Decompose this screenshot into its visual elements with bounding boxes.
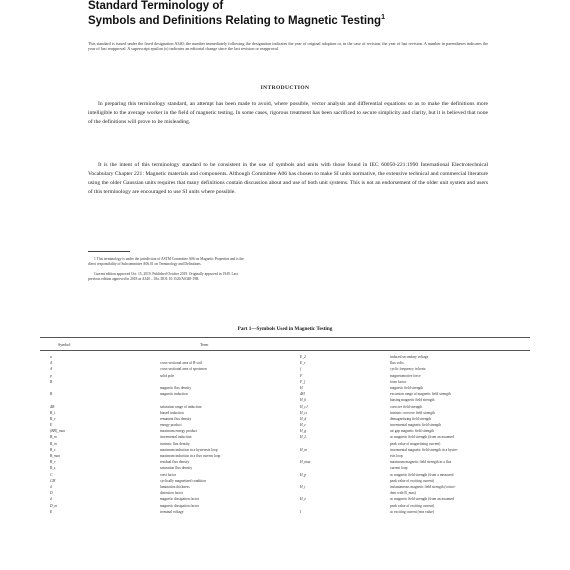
right-sym-row: H_d bbox=[300, 416, 307, 421]
left-term-row: magnetic induction bbox=[160, 392, 188, 397]
left-sym-row: A bbox=[50, 367, 53, 372]
right-sym-row: H_p bbox=[300, 472, 307, 477]
left-sym-row: B_in bbox=[50, 441, 57, 446]
footnote-edition: Current edition approved Oct. 15, 2019. Published October 2019. Originally approved in 1949. Last previous edition approved in 2018 as A340 – 18a. DOI: 10.1520/A0340-19B. bbox=[88, 272, 238, 281]
right-term-row: dent with B_max) bbox=[390, 491, 416, 496]
left-term-row: cross-sectional area of B-coil bbox=[160, 361, 203, 366]
left-term-row: residual flux density bbox=[160, 460, 190, 465]
left-sym-row: B_r bbox=[50, 416, 56, 421]
right-term-column bbox=[390, 354, 530, 515]
right-term-row: magnetic field strength bbox=[390, 385, 424, 390]
left-sym-row: E bbox=[50, 423, 53, 428]
left-sym-row: d bbox=[50, 484, 52, 489]
left-term-row: cross-sectional area of specimen bbox=[160, 367, 207, 372]
left-sym-row: C bbox=[50, 472, 53, 477]
left-sym-row: B_s bbox=[50, 466, 56, 471]
right-sym-row: H_max bbox=[300, 460, 311, 465]
designation-note: This standard is issued under the fixed designation A340; the number immediately following the designation indicates the year of original adoption or, in the case of revision, the year of last revision. A number in parentheses indicates the year of last reapproval. A superscript epsilon (ε) indicates an editorial change since the last revision or reapproval. bbox=[88, 41, 488, 52]
left-term-row: maximum induction in a hysteresis loop bbox=[160, 447, 218, 452]
table-header-rule bbox=[40, 350, 530, 351]
left-sym-row: D_m bbox=[50, 503, 57, 508]
symbol-column-header: Symbol bbox=[58, 342, 71, 347]
right-term-row: peak value of exciting current) bbox=[390, 503, 435, 508]
right-sym-row: H_e bbox=[300, 423, 306, 428]
right-term-row: excursion range of magnetic field strength bbox=[390, 392, 451, 397]
right-sym-row: H bbox=[300, 385, 303, 390]
left-term-row: maximum energy product bbox=[160, 429, 198, 434]
right-sym-row: f bbox=[300, 367, 301, 372]
left-term-row: distortion factor bbox=[160, 491, 184, 496]
right-sym-row: H_m bbox=[300, 447, 307, 452]
right-term-row: instantaneous magnetic field strength (coinci- bbox=[390, 484, 456, 489]
term-column-header: Term bbox=[200, 342, 209, 347]
right-sym-row: H_z bbox=[300, 497, 306, 502]
footnote-divider bbox=[88, 251, 130, 252]
right-term-row: ac exciting current (rms value) bbox=[390, 509, 435, 514]
introduction-heading: INTRODUCTION bbox=[260, 85, 310, 91]
right-sym-row: ΔH bbox=[300, 392, 305, 397]
left-sym-row: a bbox=[50, 355, 52, 359]
left-term-row: magnetic dissipation factor bbox=[160, 503, 199, 508]
left-term-row: biased induction bbox=[160, 410, 184, 415]
left-term-row: saturation flux density bbox=[160, 466, 193, 471]
left-term-row: lamination thickness bbox=[160, 484, 190, 489]
left-sym-row: B_r bbox=[50, 460, 56, 465]
right-sym-row: F_f bbox=[300, 379, 305, 384]
right-sym-row: H_g bbox=[300, 429, 307, 434]
right-sym-row: H_b bbox=[300, 398, 307, 403]
left-sym-row: ΔB bbox=[50, 404, 55, 409]
left-sym-row: B bbox=[50, 392, 53, 397]
right-term-row: esis loop bbox=[390, 454, 403, 458]
right-term-row: air gap magnetic field strength bbox=[390, 429, 434, 434]
title-line-2-text: Symbols and Definitions Relating to Magnetic Testing bbox=[88, 14, 382, 27]
left-sym-row: p bbox=[50, 373, 52, 378]
right-sym-row: H_ci bbox=[300, 410, 307, 415]
left-term-row: incremental induction bbox=[160, 435, 192, 440]
right-term-row: cyclic frequency in hertz bbox=[390, 367, 426, 372]
right-term-row: maximum magnetic field strength in a flux bbox=[390, 460, 452, 465]
left-term-row: magnetic dissipation factor bbox=[160, 497, 199, 502]
title-line-1: Standard Terminology of bbox=[88, 0, 224, 12]
right-term-row: intrinsic coercive field strength bbox=[390, 410, 435, 415]
right-symbol-column bbox=[300, 354, 360, 515]
right-term-row: coercive field strength bbox=[390, 404, 423, 409]
left-term-row: intrinsic flux density bbox=[160, 441, 190, 446]
title-line-2 bbox=[88, 12, 385, 27]
right-term-row: incremental magnetic field strength in a hyster- bbox=[390, 447, 458, 452]
right-sym-row: H_t bbox=[300, 484, 306, 489]
left-sym-row: (BH)_max bbox=[50, 429, 65, 434]
right-term-row: peak value of exciting current) bbox=[390, 478, 435, 483]
right-term-row: ac magnetic field strength (from a measured bbox=[390, 472, 454, 477]
right-sym-row: I bbox=[300, 509, 302, 514]
left-sym-row: CM bbox=[50, 478, 56, 483]
introduction-paragraph-1: In preparing this terminology standard, an attempt has been made to avoid, where possible, vector analysis and differential equations so as to make the definitions more intelligible to the average worker in the field of magnetic testing. In some cases, rigorous treatment has been sacrificed to secure simplicity and clarity, but it is believed that none of the definitions will prove to be misleading. bbox=[88, 101, 488, 125]
left-term-column bbox=[160, 354, 280, 515]
left-symbol-column bbox=[50, 354, 110, 515]
left-term-row: saturation range of induction bbox=[160, 404, 202, 409]
left-sym-row: A bbox=[50, 361, 53, 366]
left-sym-row: B_m bbox=[50, 435, 57, 440]
right-term-row: current loop bbox=[390, 466, 408, 471]
right-term-row: biasing magnetic field strength bbox=[390, 398, 435, 403]
left-term-row: solid pole bbox=[160, 373, 175, 378]
right-term-row: peak value of magnetizing current) bbox=[390, 441, 441, 446]
left-sym-row: E bbox=[50, 509, 53, 514]
right-term-row: flux volts bbox=[390, 361, 404, 366]
right-term-row: magnetomotive force bbox=[390, 373, 421, 378]
footnote-1: 1 This terminology is under the jurisdiction of ASTM Committee A06 on Magnetic Properties and is the direct responsibility of Subcommittee A06.01 on Terminology and Definitions. bbox=[88, 257, 244, 266]
right-term-row: incremental magnetic field strength bbox=[390, 423, 441, 428]
table-top-rule bbox=[40, 337, 530, 338]
right-term-row: demagnetizing field strength bbox=[390, 416, 432, 421]
left-sym-row: B_s bbox=[50, 447, 56, 452]
part-1-heading: Part 1—Symbols Used in Magnetic Testing bbox=[237, 326, 333, 332]
right-term-row: induced secondary voltage bbox=[390, 355, 429, 359]
right-sym-row: E_r bbox=[300, 361, 306, 366]
right-sym-row: F bbox=[300, 373, 303, 378]
left-sym-row: d bbox=[50, 497, 52, 502]
left-term-row: energy product bbox=[160, 423, 182, 428]
left-term-row: maximum induction in a flux current loop bbox=[160, 454, 221, 458]
right-sym-row: H_cJ bbox=[300, 404, 308, 409]
left-sym-row: B_i bbox=[50, 410, 55, 415]
left-term-row: magnetic flux density bbox=[160, 385, 192, 390]
right-term-row: form factor bbox=[390, 379, 407, 384]
title-footnote-mark: 1 bbox=[381, 14, 385, 21]
document-title bbox=[88, 0, 385, 27]
left-term-row: cyclically magnetized condition bbox=[160, 478, 206, 483]
left-term-row: crest factor bbox=[160, 472, 177, 477]
left-sym-row: D bbox=[50, 491, 53, 496]
right-term-row: ac magnetic field strength (from an assumed bbox=[390, 435, 454, 440]
left-sym-row: B bbox=[50, 379, 53, 384]
right-sym-row: H_L bbox=[300, 435, 307, 440]
left-term-row: remanent flux density bbox=[160, 416, 192, 421]
left-term-row: terminal voltage bbox=[160, 509, 184, 514]
right-term-row: ac magnetic field strength (from an assumed bbox=[390, 497, 454, 502]
left-sym-row: B_max bbox=[50, 454, 60, 458]
right-sym-row: E_2 bbox=[300, 355, 306, 359]
introduction-paragraph-2: It is the intent of this terminology standard to be consistent in the use of symbols and units with those found in IEC 60050-221:1990 International Electrotechnical Vocabulary Chapter 221: Magnetic materials and components. Although Committee A06 has chosen to make SI units normative, the extensive technical and commercial literature using the older Gaussian units requires that many definitions contain discussion about and use of both unit systems. This is not an endorsement of the older unit system and users of this terminology are encouraged to use SI units where possible. bbox=[88, 162, 488, 195]
